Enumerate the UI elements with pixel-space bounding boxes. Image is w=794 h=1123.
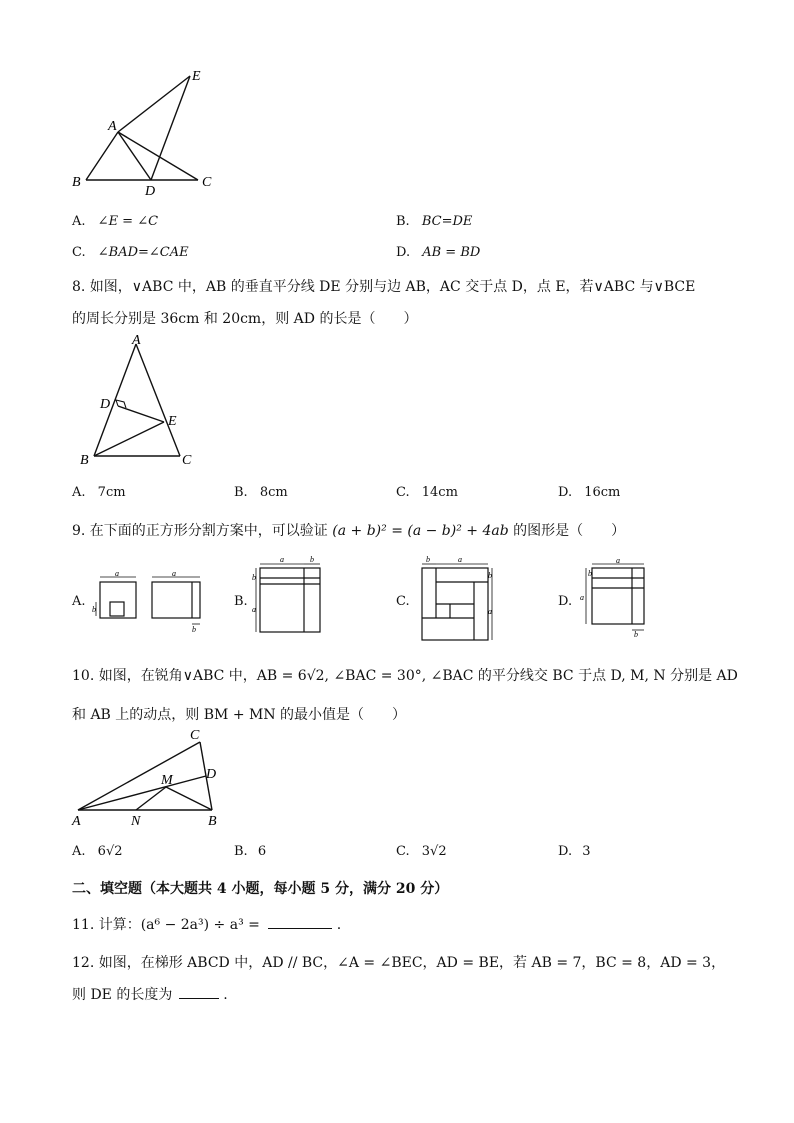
q9d-label-a-top: a [616, 556, 620, 565]
q8-option-d[interactable] [558, 485, 620, 500]
q9d-label-b-bottom: b [634, 630, 638, 638]
q7-option-b-text: BC=DE [421, 214, 473, 229]
q9c-label-a-right: a [488, 607, 492, 616]
q8-label-A: A [132, 333, 141, 348]
q10-option-d-key: D. [558, 844, 573, 859]
q10-option-b-key: B. [234, 844, 248, 859]
q9a-label-a2: a [172, 569, 176, 578]
q8-option-a[interactable] [72, 485, 126, 500]
q8-option-c-key: C. [396, 485, 410, 500]
q9c-label-b-top: b [426, 555, 430, 564]
q11-line [72, 914, 341, 934]
q9-option-c-figure[interactable] [414, 554, 498, 644]
q9a-label-a1: a [115, 569, 119, 578]
q10-option-d-text: 3 [582, 844, 591, 859]
q9-stem-line1 [72, 520, 625, 540]
q8-option-c-text: 14cm [421, 485, 458, 500]
q7-option-a[interactable] [72, 214, 158, 229]
q10-option-c[interactable] [396, 844, 447, 859]
q10-label-B: B [208, 814, 217, 829]
q11-end: . [336, 917, 342, 933]
q10-option-a[interactable] [72, 844, 123, 859]
q8-option-b-key: B. [234, 485, 248, 500]
q9-option-a-figure[interactable] [92, 568, 212, 636]
q11-text: 11. 计算：(a⁶ − 2a³) ÷ a³ = [72, 917, 260, 933]
q10-option-b[interactable] [234, 844, 266, 859]
q7-option-c-text: ∠BAD=∠CAE [97, 245, 189, 260]
q12-answer-blank[interactable] [179, 998, 219, 999]
q10-option-c-key: C. [396, 844, 410, 859]
q7-label-D: D [145, 184, 156, 199]
q7-label-E: E [192, 69, 201, 84]
q8-stem-line2: 的周长分别是 36cm 和 20cm，则 AD 的长是（ ） [72, 311, 418, 327]
q9-option-b-figure[interactable] [252, 554, 326, 636]
q12-stem-line2 [72, 984, 228, 1004]
q10-option-d[interactable] [558, 844, 591, 859]
q7-option-d[interactable] [396, 245, 480, 260]
section2-heading: 二、填空题（本大题共 4 小题，每小题 5 分，满分 20 分） [72, 881, 449, 897]
q7-label-C: C [202, 175, 212, 190]
q10-option-a-text: 6√2 [97, 844, 123, 859]
q8-option-d-key: D. [558, 485, 573, 500]
q9c-label-b-right: b [488, 571, 492, 580]
q8-label-D: D [100, 397, 111, 412]
q9-stem-post: 的图形是（ ） [513, 523, 626, 539]
q7-option-b[interactable] [396, 214, 472, 229]
q10-option-a-key: A. [72, 844, 86, 859]
q10-stem-line2: 和 AB 上的动点，则 BM + MN 的最小值是（ ） [72, 707, 407, 723]
q8-option-a-text: 7cm [97, 485, 126, 500]
q8-option-d-text: 16cm [584, 485, 621, 500]
q12-end: . [223, 987, 228, 1003]
q8-option-c[interactable] [396, 485, 458, 500]
q10-stem-line1: 10. 如图，在锐角∨ABC 中，AB = 6√2, ∠BAC = 30°, ∠BAC 的平分线交 BC 于点 D, M, N 分别是 AD [72, 668, 738, 684]
q9b-label-a-left: a [252, 605, 256, 614]
q11-answer-blank[interactable] [268, 928, 332, 929]
q7-figure [66, 62, 226, 200]
q7-option-a-text: ∠E = ∠C [97, 214, 159, 229]
q9a-label-b2: b [192, 625, 196, 634]
q7-option-b-key: B. [396, 214, 410, 229]
q7-option-c[interactable] [72, 245, 189, 260]
q9-option-a-key[interactable]: A. [72, 594, 86, 609]
q9d-label-a-left: a [580, 593, 584, 602]
q8-option-b[interactable] [234, 485, 288, 500]
q8-option-a-key: A. [72, 485, 86, 500]
q9a-label-b1: b [92, 605, 96, 614]
q9-option-d-key[interactable]: D. [558, 594, 573, 609]
q8-label-C: C [182, 453, 192, 468]
q10-label-D: D [206, 767, 217, 782]
q9d-label-b-left: b [588, 569, 592, 578]
q10-label-M: M [161, 773, 173, 788]
q10-label-A: A [72, 814, 81, 829]
q10-label-N: N [131, 814, 141, 829]
q7-label-A: A [108, 119, 117, 134]
q8-label-B: B [80, 453, 89, 468]
q9-formula: (a + b)² = (a − b)² + 4ab [332, 523, 509, 539]
q9b-label-a-top: a [280, 555, 284, 564]
q9-option-d-figure[interactable] [578, 556, 652, 638]
q10-figure [68, 724, 228, 832]
q9-option-b-key[interactable]: B. [234, 594, 248, 609]
q8-stem-line1: 8. 如图，∨ABC 中，AB 的垂直平分线 DE 分别与边 AB，AC 交于点 D，点 E，若∨ABC 与∨BCE [72, 279, 696, 295]
q8-option-b-text: 8cm [259, 485, 288, 500]
q7-option-d-text: AB = BD [422, 245, 481, 260]
q7-option-a-key: A. [72, 214, 86, 229]
q9-stem-pre: 9. 在下面的正方形分割方案中，可以验证 [72, 523, 328, 539]
q7-label-B: B [72, 175, 81, 190]
q9b-label-b-left: b [252, 573, 256, 582]
q7-option-d-key: D. [396, 245, 411, 260]
q10-option-b-text: 6 [257, 844, 267, 859]
q12-stem-line1: 12. 如图，在梯形 ABCD 中，AD // BC，∠A = ∠BEC，AD = BE，若 AB = 7，BC = 8，AD = 3， [72, 955, 726, 971]
q8-figure [74, 332, 204, 472]
q9c-label-a-top: a [458, 555, 462, 564]
q10-label-C: C [190, 728, 200, 743]
q9-option-c-key[interactable]: C. [396, 594, 410, 609]
q8-label-E: E [168, 414, 177, 429]
q12-line2-text: 则 DE 的长度为 [72, 987, 173, 1003]
q7-option-c-key: C. [72, 245, 86, 260]
q10-option-c-text: 3√2 [421, 844, 447, 859]
q9b-label-b-top: b [310, 555, 314, 564]
